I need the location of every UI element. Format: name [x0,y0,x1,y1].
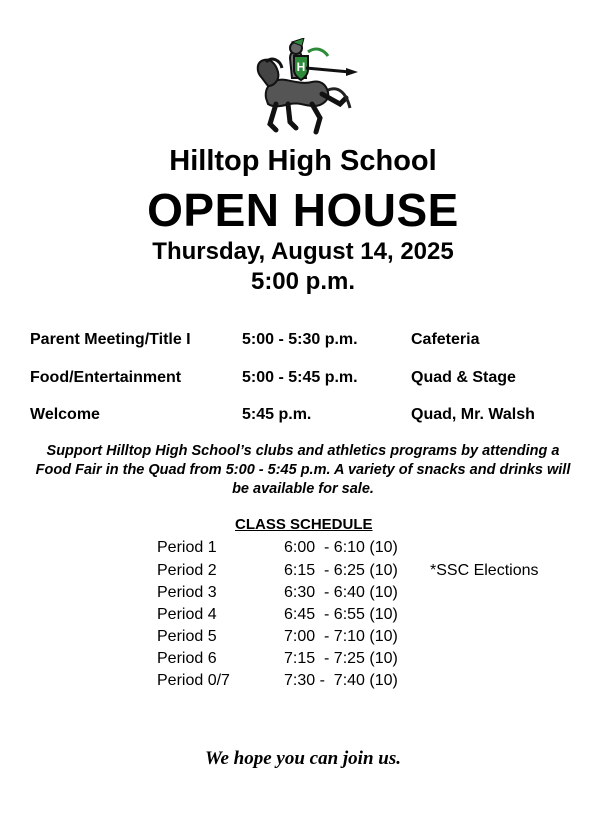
period-time: 6:15 - 6:25 (10) [284,562,398,579]
event-row [0,406,606,426]
svg-text:H: H [296,60,306,74]
school-logo [246,38,362,136]
event-row [0,331,606,351]
period-time: 7:00 - 7:10 (10) [284,628,398,645]
schedule-row [0,562,606,584]
event-location: Quad, Mr. Walsh [411,406,535,423]
schedule-row [0,606,606,628]
period-note: *SSC Elections [430,562,539,579]
schedule-row [0,650,606,672]
event-time: 5:00 - 5:45 p.m. [242,369,358,386]
event-location: Quad & Stage [411,369,516,386]
period-name: Period 2 [157,562,217,579]
knight-on-horse-logo-icon [246,38,362,136]
event-time: 5:45 p.m. [242,406,312,423]
period-time: 6:45 - 6:55 (10) [284,606,398,623]
schedule-row [0,628,606,650]
schedule-row [0,539,606,561]
schedule-row [0,584,606,606]
period-name: Period 5 [157,628,217,645]
period-time: 6:30 - 6:40 (10) [284,584,398,601]
event-name: Food/Entertainment [30,369,182,386]
period-name: Period 1 [157,539,217,556]
period-name: Period 3 [157,584,217,601]
support-paragraph: Support Hilltop High School’s clubs and athletics programs by attending a Food Fair in the Quad from 5:00 - 5:45 p.m. A variety of snacks and drinks will be available for sale. [35,443,571,497]
period-name: Period 6 [157,650,217,667]
class-schedule-heading: CLASS SCHEDULE [235,516,373,533]
event-date: Thursday, August 14, 2025 [152,238,454,265]
event-start-time: 5:00 p.m. [250,268,356,295]
event-location: Cafeteria [411,331,480,348]
school-name: Hilltop High School [169,145,437,177]
event-name: Parent Meeting/Title I [30,331,191,348]
period-time: 6:00 - 6:10 (10) [284,539,398,556]
schedule-row [0,672,606,694]
period-time: 7:30 - 7:40 (10) [284,672,398,689]
event-row [0,369,606,389]
event-time: 5:00 - 5:30 p.m. [242,331,358,348]
page-title: OPEN HOUSE [147,184,459,236]
period-name: Period 4 [157,606,217,623]
closing-message: We hope you can join us. [204,748,401,769]
event-name: Welcome [30,406,100,423]
period-name: Period 0/7 [157,672,230,689]
period-time: 7:15 - 7:25 (10) [284,650,398,667]
